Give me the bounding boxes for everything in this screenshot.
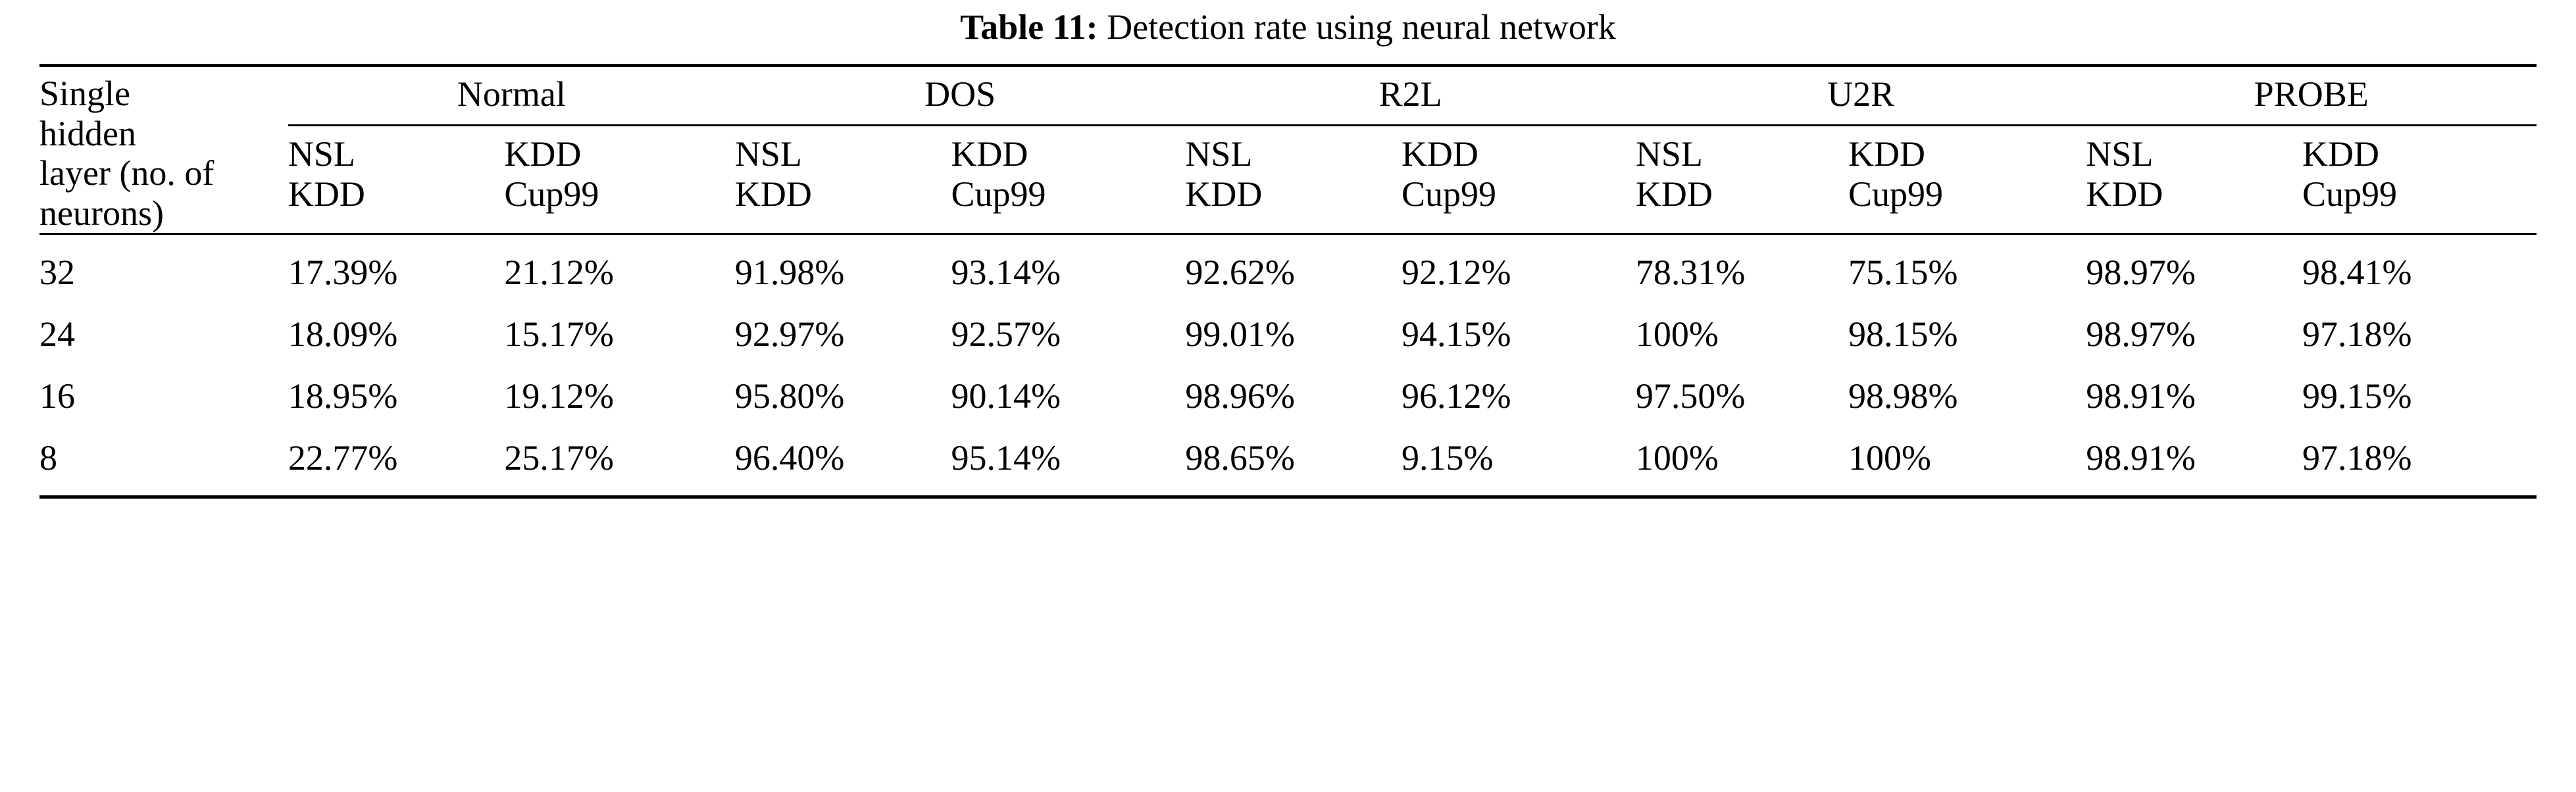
cell-normal-kdd-cup99: 21.12% (504, 253, 614, 293)
sub-header-line-2: Cup99 (951, 174, 1046, 214)
cell-dos-kdd-cup99: 93.14% (951, 253, 1061, 293)
sub-header-line-2: KDD (2086, 174, 2163, 214)
detection-rate-table (39, 64, 2537, 499)
group-header-normal: Normal (288, 67, 735, 125)
sub-header-line-2: Cup99 (1848, 174, 1943, 214)
sub-header-probe-nsl-kdd (2086, 126, 2302, 234)
row-label: 24 (39, 314, 75, 355)
sub-header-line-1: NSL (1185, 134, 1253, 174)
sub-header-line-1: KDD (951, 134, 1028, 174)
group-header-dos: DOS (735, 67, 1186, 125)
sub-header-line-1: NSL (734, 134, 802, 174)
sub-header-dos-kdd-cup99 (951, 126, 1185, 234)
cell-r2l-nsl-kdd: 98.96% (1185, 376, 1295, 416)
cell-dos-kdd-cup99: 92.57% (951, 314, 1061, 355)
row-label: 32 (39, 253, 75, 293)
cell-r2l-kdd-cup99: 9.15% (1401, 438, 1494, 478)
cell-r2l-kdd-cup99: 92.12% (1401, 253, 1511, 293)
cell-dos-nsl-kdd: 96.40% (734, 438, 845, 478)
sub-header-line-1: NSL (288, 134, 355, 174)
table-bottom-rule (39, 497, 2537, 499)
cell-dos-kdd-cup99: 90.14% (951, 376, 1061, 416)
sub-header-line-2: KDD (1185, 174, 1263, 214)
cell-probe-kdd-cup99: 99.15% (2302, 376, 2412, 416)
sub-header-line-2: Cup99 (504, 174, 599, 214)
cell-r2l-nsl-kdd: 99.01% (1185, 314, 1295, 355)
sub-header-r2l-kdd-cup99 (1402, 126, 1636, 234)
sub-header-probe-kdd-cup99 (2302, 126, 2537, 234)
stub-header-line-4: neurons) (39, 193, 164, 233)
sub-header-line-1: KDD (2302, 134, 2379, 174)
cell-dos-nsl-kdd: 92.97% (734, 314, 845, 355)
cell-u2r-kdd-cup99: 75.15% (1848, 253, 1958, 293)
sub-header-u2r-nsl-kdd (1636, 126, 1848, 234)
cell-normal-kdd-cup99: 25.17% (504, 438, 614, 478)
sub-header-line-1: KDD (504, 134, 582, 174)
cell-probe-kdd-cup99: 97.18% (2302, 438, 2412, 478)
cell-u2r-kdd-cup99: 100% (1848, 438, 1931, 478)
caption-label: Table 11: (960, 7, 1098, 47)
cell-probe-nsl-kdd: 98.91% (2086, 438, 2196, 478)
cell-normal-kdd-cup99: 19.12% (504, 376, 614, 416)
cell-normal-nsl-kdd: 18.95% (288, 376, 398, 416)
caption-text: Detection rate using neural network (1107, 7, 1616, 47)
cell-r2l-nsl-kdd: 92.62% (1185, 253, 1295, 293)
table-caption (39, 0, 2537, 64)
cell-u2r-nsl-kdd: 100% (1635, 314, 1719, 355)
stub-header-line-3: layer (no. of (39, 153, 215, 193)
sub-header-line-1: KDD (1848, 134, 1925, 174)
cell-u2r-nsl-kdd: 100% (1635, 438, 1719, 478)
sub-header-line-2: KDD (288, 174, 365, 214)
table-row (39, 365, 2537, 427)
cell-u2r-nsl-kdd: 97.50% (1635, 376, 1746, 416)
cell-r2l-kdd-cup99: 96.12% (1401, 376, 1511, 416)
sub-header-normal-kdd-cup99 (504, 126, 734, 234)
cell-probe-kdd-cup99: 97.18% (2302, 314, 2412, 355)
cell-normal-kdd-cup99: 15.17% (504, 314, 614, 355)
stub-header-line-1: Single (39, 74, 131, 114)
row-label: 8 (39, 438, 57, 478)
sub-header-normal-nsl-kdd (288, 126, 505, 234)
cell-normal-nsl-kdd: 22.77% (288, 438, 398, 478)
cell-probe-nsl-kdd: 98.97% (2086, 253, 2196, 293)
sub-header-line-2: Cup99 (2302, 174, 2397, 214)
cell-dos-nsl-kdd: 95.80% (734, 376, 845, 416)
sub-header-dos-nsl-kdd (735, 126, 951, 234)
group-header-probe: PROBE (2086, 67, 2537, 125)
table-row (39, 427, 2537, 489)
cell-normal-nsl-kdd: 17.39% (288, 253, 398, 293)
sub-header-line-1: NSL (1635, 134, 1703, 174)
stub-header-line-2: hidden (39, 113, 136, 153)
sub-header-line-1: NSL (2086, 134, 2154, 174)
cell-r2l-nsl-kdd: 98.65% (1185, 438, 1295, 478)
group-header-row (39, 67, 2537, 125)
cell-dos-kdd-cup99: 95.14% (951, 438, 1061, 478)
sub-header-row (39, 126, 2537, 234)
table-row (39, 241, 2537, 303)
sub-header-line-2: KDD (1635, 174, 1713, 214)
sub-header-u2r-kdd-cup99 (1848, 126, 2086, 234)
cell-u2r-kdd-cup99: 98.15% (1848, 314, 1958, 355)
sub-header-line-2: KDD (734, 174, 812, 214)
cell-u2r-kdd-cup99: 98.98% (1848, 376, 1958, 416)
sub-header-line-1: KDD (1401, 134, 1478, 174)
row-label: 16 (39, 376, 75, 416)
cell-dos-nsl-kdd: 91.98% (734, 253, 845, 293)
cell-probe-nsl-kdd: 98.91% (2086, 376, 2196, 416)
cell-probe-nsl-kdd: 98.97% (2086, 314, 2196, 355)
stub-header (39, 67, 288, 234)
group-header-r2l: R2L (1185, 67, 1636, 125)
sub-header-r2l-nsl-kdd (1185, 126, 1402, 234)
sub-header-line-2: Cup99 (1401, 174, 1496, 214)
cell-u2r-nsl-kdd: 78.31% (1635, 253, 1746, 293)
cell-normal-nsl-kdd: 18.09% (288, 314, 398, 355)
cell-probe-kdd-cup99: 98.41% (2302, 253, 2412, 293)
cell-r2l-kdd-cup99: 94.15% (1401, 314, 1511, 355)
group-header-u2r: U2R (1636, 67, 2086, 125)
table-row (39, 303, 2537, 365)
